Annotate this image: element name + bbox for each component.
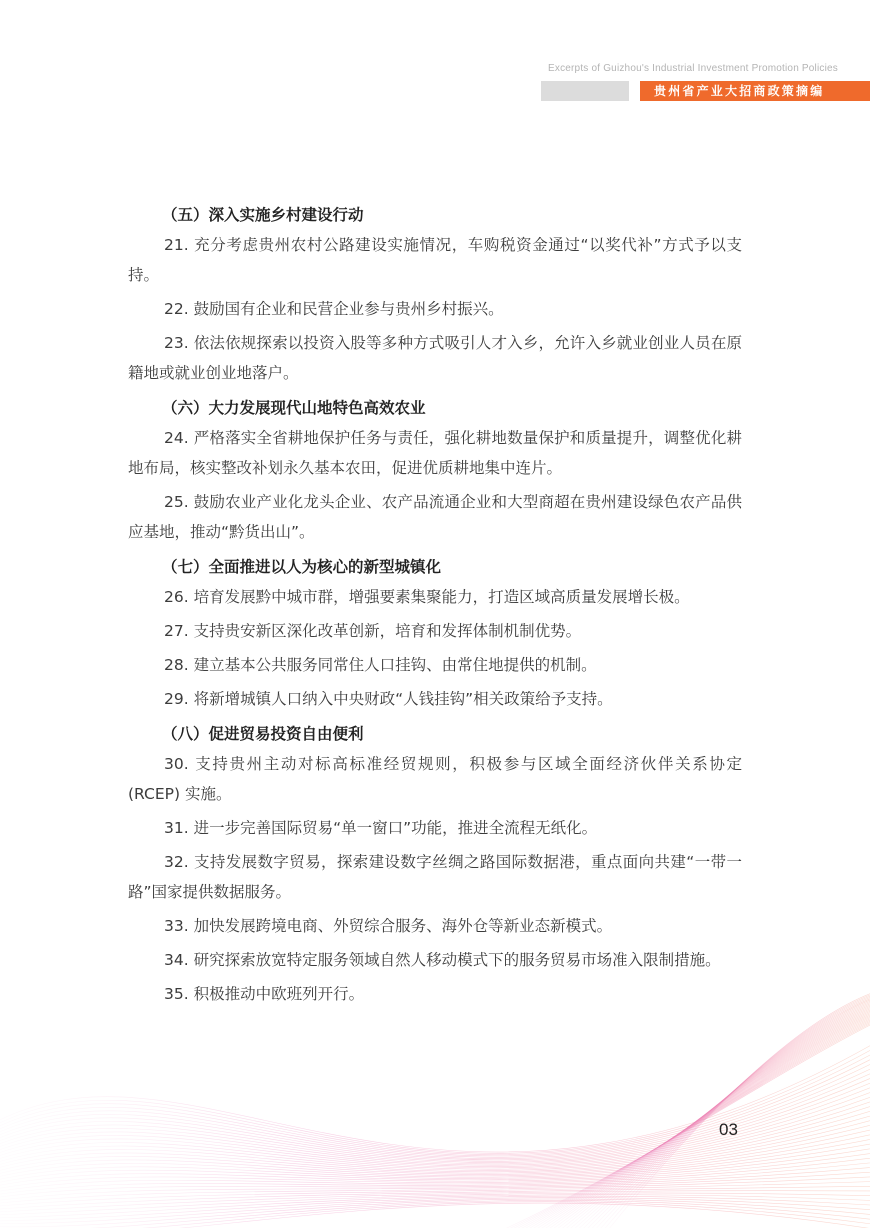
policy-item-35: 35. 积极推动中欧班列开行。 (164, 985, 365, 1003)
policy-content (128, 200, 742, 1014)
policy-item-30: 30. 支持贵州主动对标高标准经贸规则，积极参与区域全面经济伙伴关系协定 (RCEP) 实施。 (128, 755, 742, 803)
section-heading: （七）全面推进以人为核心的新型城镇化 (162, 558, 442, 576)
header-grey-bar (541, 81, 629, 101)
policy-item-23: 23. 依法依规探索以投资入股等多种方式吸引人才入乡，允许入乡就业创业人员在原籍地或就业创业地落户。 (128, 334, 742, 382)
policy-item-27: 27. 支持贵安新区深化改革创新，培育和发挥体制机制优势。 (164, 622, 582, 640)
policy-item-31: 31. 进一步完善国际贸易“单一窗口”功能，推进全流程无纸化。 (164, 819, 598, 837)
policy-item-33: 33. 加快发展跨境电商、外贸综合服务、海外仓等新业态新模式。 (164, 917, 613, 935)
policy-item-32: 32. 支持发展数字贸易，探索建设数字丝绸之路国际数据港，重点面向共建“一带一路”国家提供数据服务。 (128, 853, 742, 901)
policy-item-29: 29. 将新增城镇人口纳入中央财政“人钱挂钩”相关政策给予支持。 (164, 690, 613, 708)
policy-item-21: 21. 充分考虑贵州农村公路建设实施情况，车购税资金通过“以奖代补”方式予以支持。 (128, 236, 742, 284)
header-title-cn: 贵州省产业大招商政策摘编 (640, 81, 870, 101)
page-number: 03 (719, 1120, 738, 1139)
section-7 (128, 552, 742, 714)
policy-item-22: 22. 鼓励国有企业和民营企业参与贵州乡村振兴。 (164, 300, 504, 318)
policy-item-34: 34. 研究探索放宽特定服务领域自然人移动模式下的服务贸易市场准入限制措施。 (164, 951, 721, 969)
policy-item-26: 26. 培育发展黔中城市群，增强要素集聚能力，打造区域高质量发展增长极。 (164, 588, 690, 606)
policy-item-28: 28. 建立基本公共服务同常住人口挂钩、由常住地提供的机制。 (164, 656, 597, 674)
policy-item-25: 25. 鼓励农业产业化龙头企业、农产品流通企业和大型商超在贵州建设绿色农产品供应基地，推动“黔货出山”。 (128, 493, 742, 541)
policy-item-24: 24. 严格落实全省耕地保护任务与责任，强化耕地数量保护和质量提升，调整优化耕地布局，核实整改补划永久基本农田，促进优质耕地集中连片。 (128, 429, 742, 477)
header-subtitle-en: Excerpts of Guizhou's Industrial Investment Promotion Policies (548, 63, 838, 74)
section-8 (128, 719, 742, 1009)
section-5 (128, 200, 742, 388)
section-6 (128, 393, 742, 547)
section-heading: （八）促进贸易投资自由便利 (162, 725, 364, 743)
section-heading: （五）深入实施乡村建设行动 (162, 206, 364, 224)
section-heading: （六）大力发展现代山地特色高效农业 (162, 399, 426, 417)
